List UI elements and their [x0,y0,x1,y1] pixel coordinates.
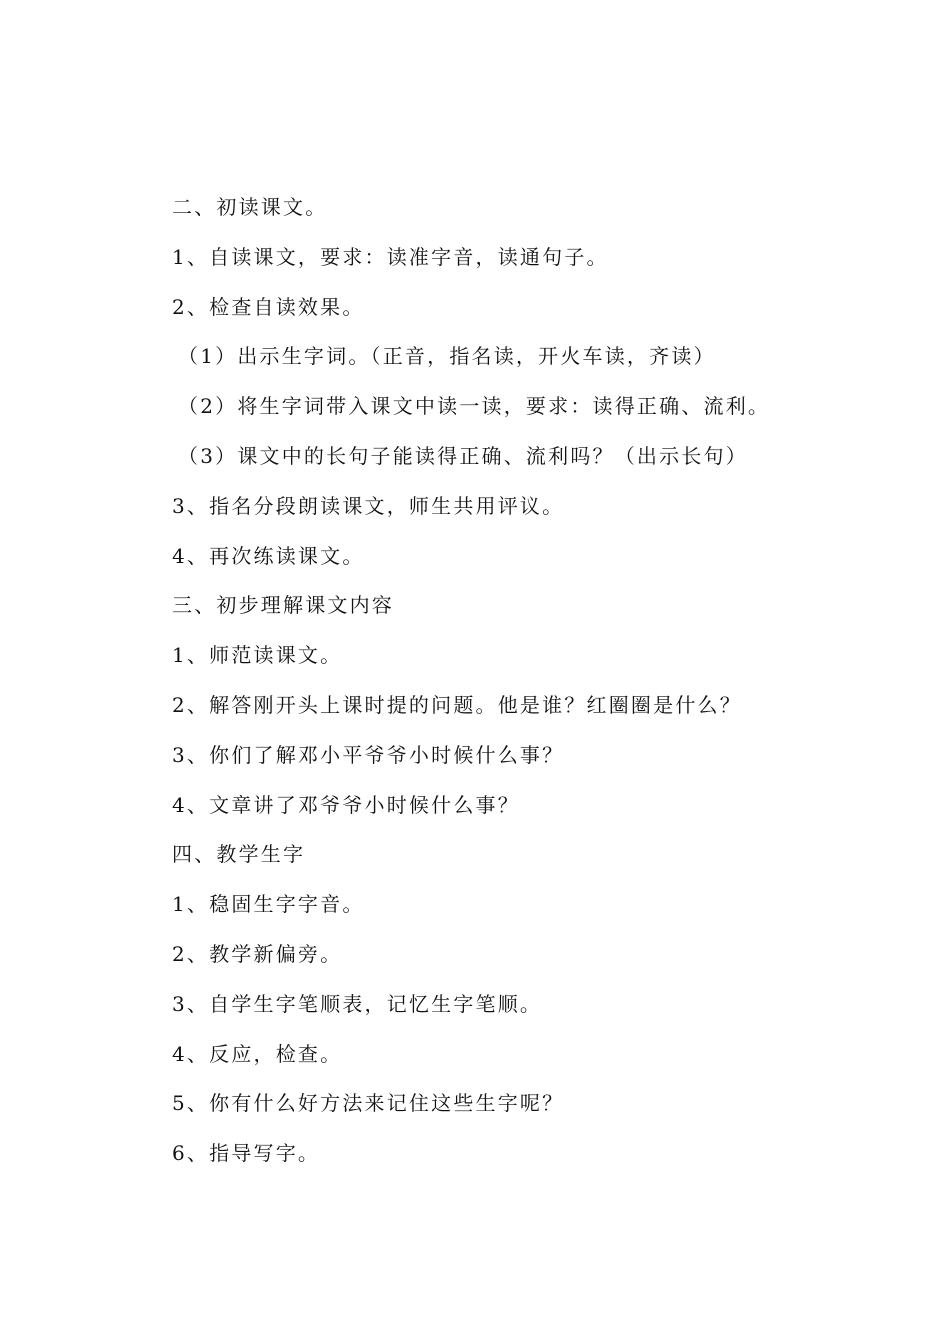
list-item: 4、反应，检查。 [172,1041,343,1066]
sub-list-item: （1）出示生字词。（正音，指名读，开火车读，齐读） [178,344,716,369]
list-item: 1、自读课文，要求：读准字音，读通句子。 [172,244,609,269]
list-item: 2、教学新偏旁。 [172,941,343,966]
lesson-plan-body [172,190,912,1186]
list-item: 2、解答刚开头上课时提的问题。他是谁？红圈圈是什么？ [172,692,742,717]
list-item: 3、指名分段朗读课文，师生共用评议。 [172,493,565,518]
list-item: 4、文章讲了邓爷爷小时候什么事？ [172,792,520,817]
sub-list-item: （3）课文中的长句子能读得正确、流利吗？（出示长句） [178,443,748,468]
list-item: 5、你有什么好方法来记住这些生字呢？ [172,1091,565,1116]
list-item: 3、你们了解邓小平爷爷小时候什么事？ [172,742,565,767]
section-heading-characters: 四、教学生字 [172,842,306,867]
list-item: 1、师范读课文。 [172,643,343,668]
list-item: 1、稳固生字字音。 [172,892,365,917]
list-item: 6、指导写字。 [172,1141,321,1166]
sub-list-item: （2）将生字词带入课文中读一读，要求：读得正确、流利。 [178,394,771,419]
section-heading-first-reading: 二、初读课文。 [172,195,328,219]
section-heading-understanding: 三、初步理解课文内容 [172,593,394,618]
list-item: 4、再次练读课文。 [172,543,365,568]
list-item: 3、自学生字笔顺表，记忆生字笔顺。 [172,991,543,1016]
list-item: 2、检查自读效果。 [172,294,365,319]
